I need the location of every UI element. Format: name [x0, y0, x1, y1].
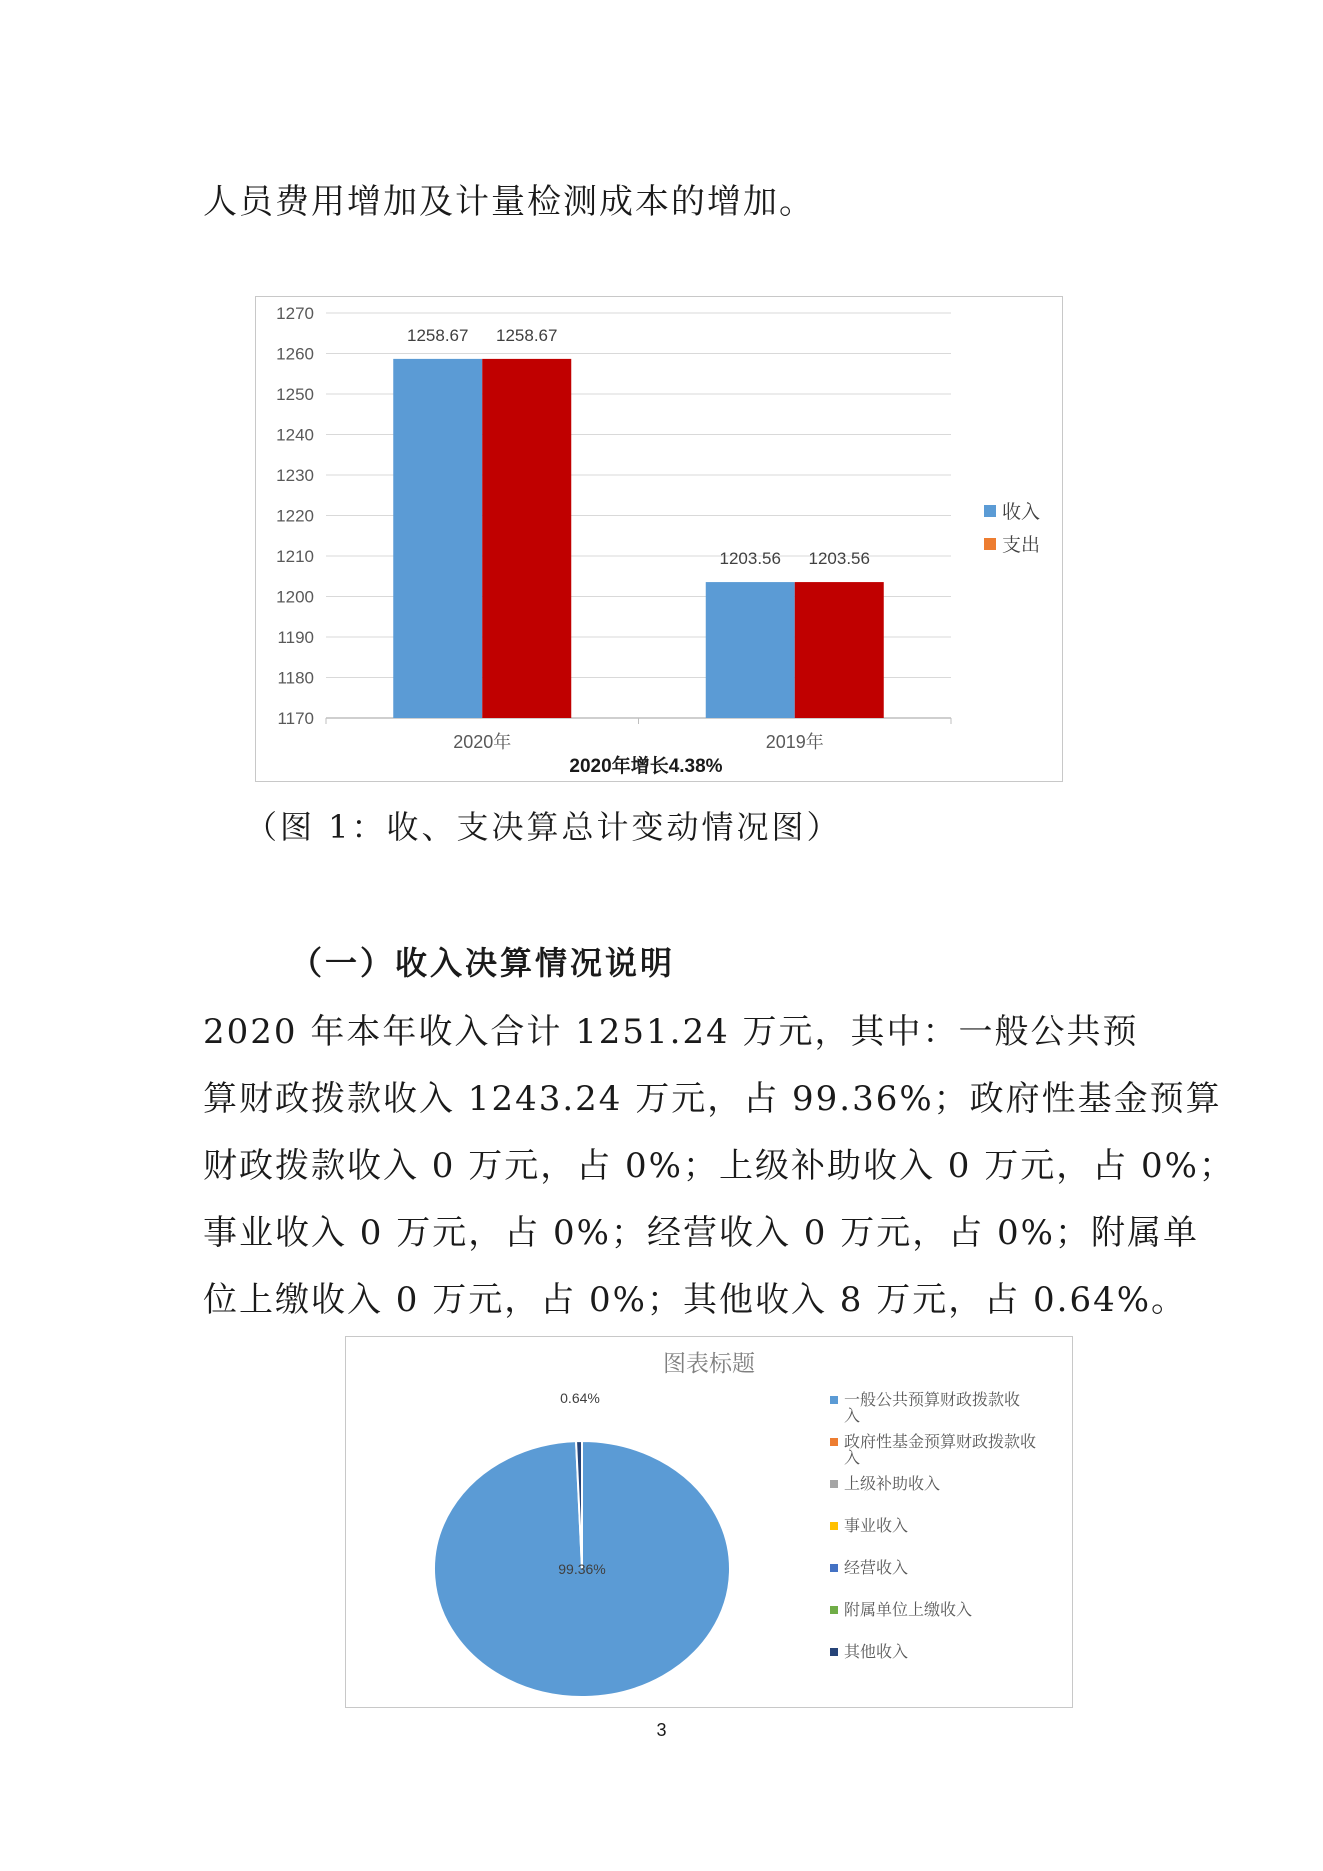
legend-label: 附属单位上缴收入 — [844, 1602, 973, 1619]
y-tick-label: 1270 — [276, 304, 314, 323]
bar-data-label: 1203.56 — [719, 549, 781, 569]
x-tick-label: 2019年 — [765, 732, 824, 752]
y-tick-label: 1170 — [277, 709, 314, 728]
legend-swatch — [984, 505, 996, 517]
bar-chart-frame — [255, 296, 1063, 782]
legend-swatch — [830, 1480, 838, 1488]
body-line: 2020 年本年收入合计 1251.24 万元，其中：一般公共预 — [203, 1012, 1139, 1052]
y-tick-label: 1220 — [276, 506, 314, 526]
bar — [393, 359, 482, 718]
x-tick-label: 2020年 — [453, 732, 512, 752]
legend-swatch — [830, 1396, 838, 1404]
bar — [482, 359, 571, 718]
y-tick-label: 1210 — [276, 547, 314, 566]
legend-swatch — [830, 1438, 838, 1446]
legend-swatch — [830, 1606, 838, 1614]
legend-swatch — [984, 538, 996, 550]
pie-chart-frame — [345, 1336, 1073, 1708]
legend-swatch — [830, 1648, 838, 1656]
body-line: 位上缴收入 0 万元，占 0%；其他收入 8 万元，占 0.64%。 — [203, 1280, 1188, 1320]
bar — [706, 582, 795, 718]
y-tick-label: 1200 — [276, 587, 314, 607]
chart-note: 2020年增长4.38% — [569, 756, 723, 777]
legend-label: 其他收入 — [844, 1644, 909, 1661]
page-number: 3 — [656, 1720, 667, 1740]
bar-data-label: 1258.67 — [407, 325, 469, 345]
legend-label: 支出 — [1002, 535, 1041, 556]
figure1-caption: （图 1：收、支决算总计变动情况图） — [245, 808, 842, 846]
body-line: 财政拨款收入 0 万元，占 0%；上级补助收入 0 万元，占 0%； — [203, 1146, 1235, 1186]
bar-data-label: 1203.56 — [808, 549, 870, 569]
pie-data-label: 0.64% — [560, 1390, 600, 1406]
y-tick-label: 1250 — [276, 385, 314, 404]
bar-chart — [256, 297, 1062, 781]
legend-swatch — [830, 1522, 838, 1530]
y-tick-label: 1180 — [277, 668, 314, 688]
bar — [795, 582, 884, 718]
legend-label: 政府性基金预算财政拨款收 — [844, 1434, 1037, 1451]
pie-title: 图表标题 — [663, 1350, 755, 1376]
y-tick-label: 1260 — [276, 344, 314, 364]
y-tick-label: 1230 — [276, 466, 314, 485]
y-tick-label: 1240 — [276, 425, 314, 445]
pie-chart — [346, 1337, 1072, 1707]
legend-label: 收入 — [1002, 502, 1041, 523]
section-heading: （一）收入决算情况说明 — [290, 944, 676, 982]
pie-data-label: 99.36% — [558, 1561, 606, 1577]
paragraph-top: 人员费用增加及计量检测成本的增加。 — [203, 182, 815, 222]
legend-label: 事业收入 — [844, 1518, 909, 1535]
bar-data-label: 1258.67 — [496, 325, 558, 345]
body-line: 算财政拨款收入 1243.24 万元，占 99.36%；政府性基金预算 — [203, 1079, 1222, 1119]
body-line: 事业收入 0 万元，占 0%；经营收入 0 万元，占 0%；附属单 — [203, 1213, 1199, 1253]
y-tick-label: 1190 — [277, 628, 314, 647]
legend-label: 一般公共预算财政拨款收 — [844, 1392, 1021, 1409]
legend-label: 入 — [844, 1408, 861, 1425]
legend-label: 经营收入 — [844, 1560, 909, 1577]
legend-label: 入 — [844, 1450, 861, 1467]
legend-label: 上级补助收入 — [844, 1476, 941, 1493]
legend-swatch — [830, 1564, 838, 1572]
